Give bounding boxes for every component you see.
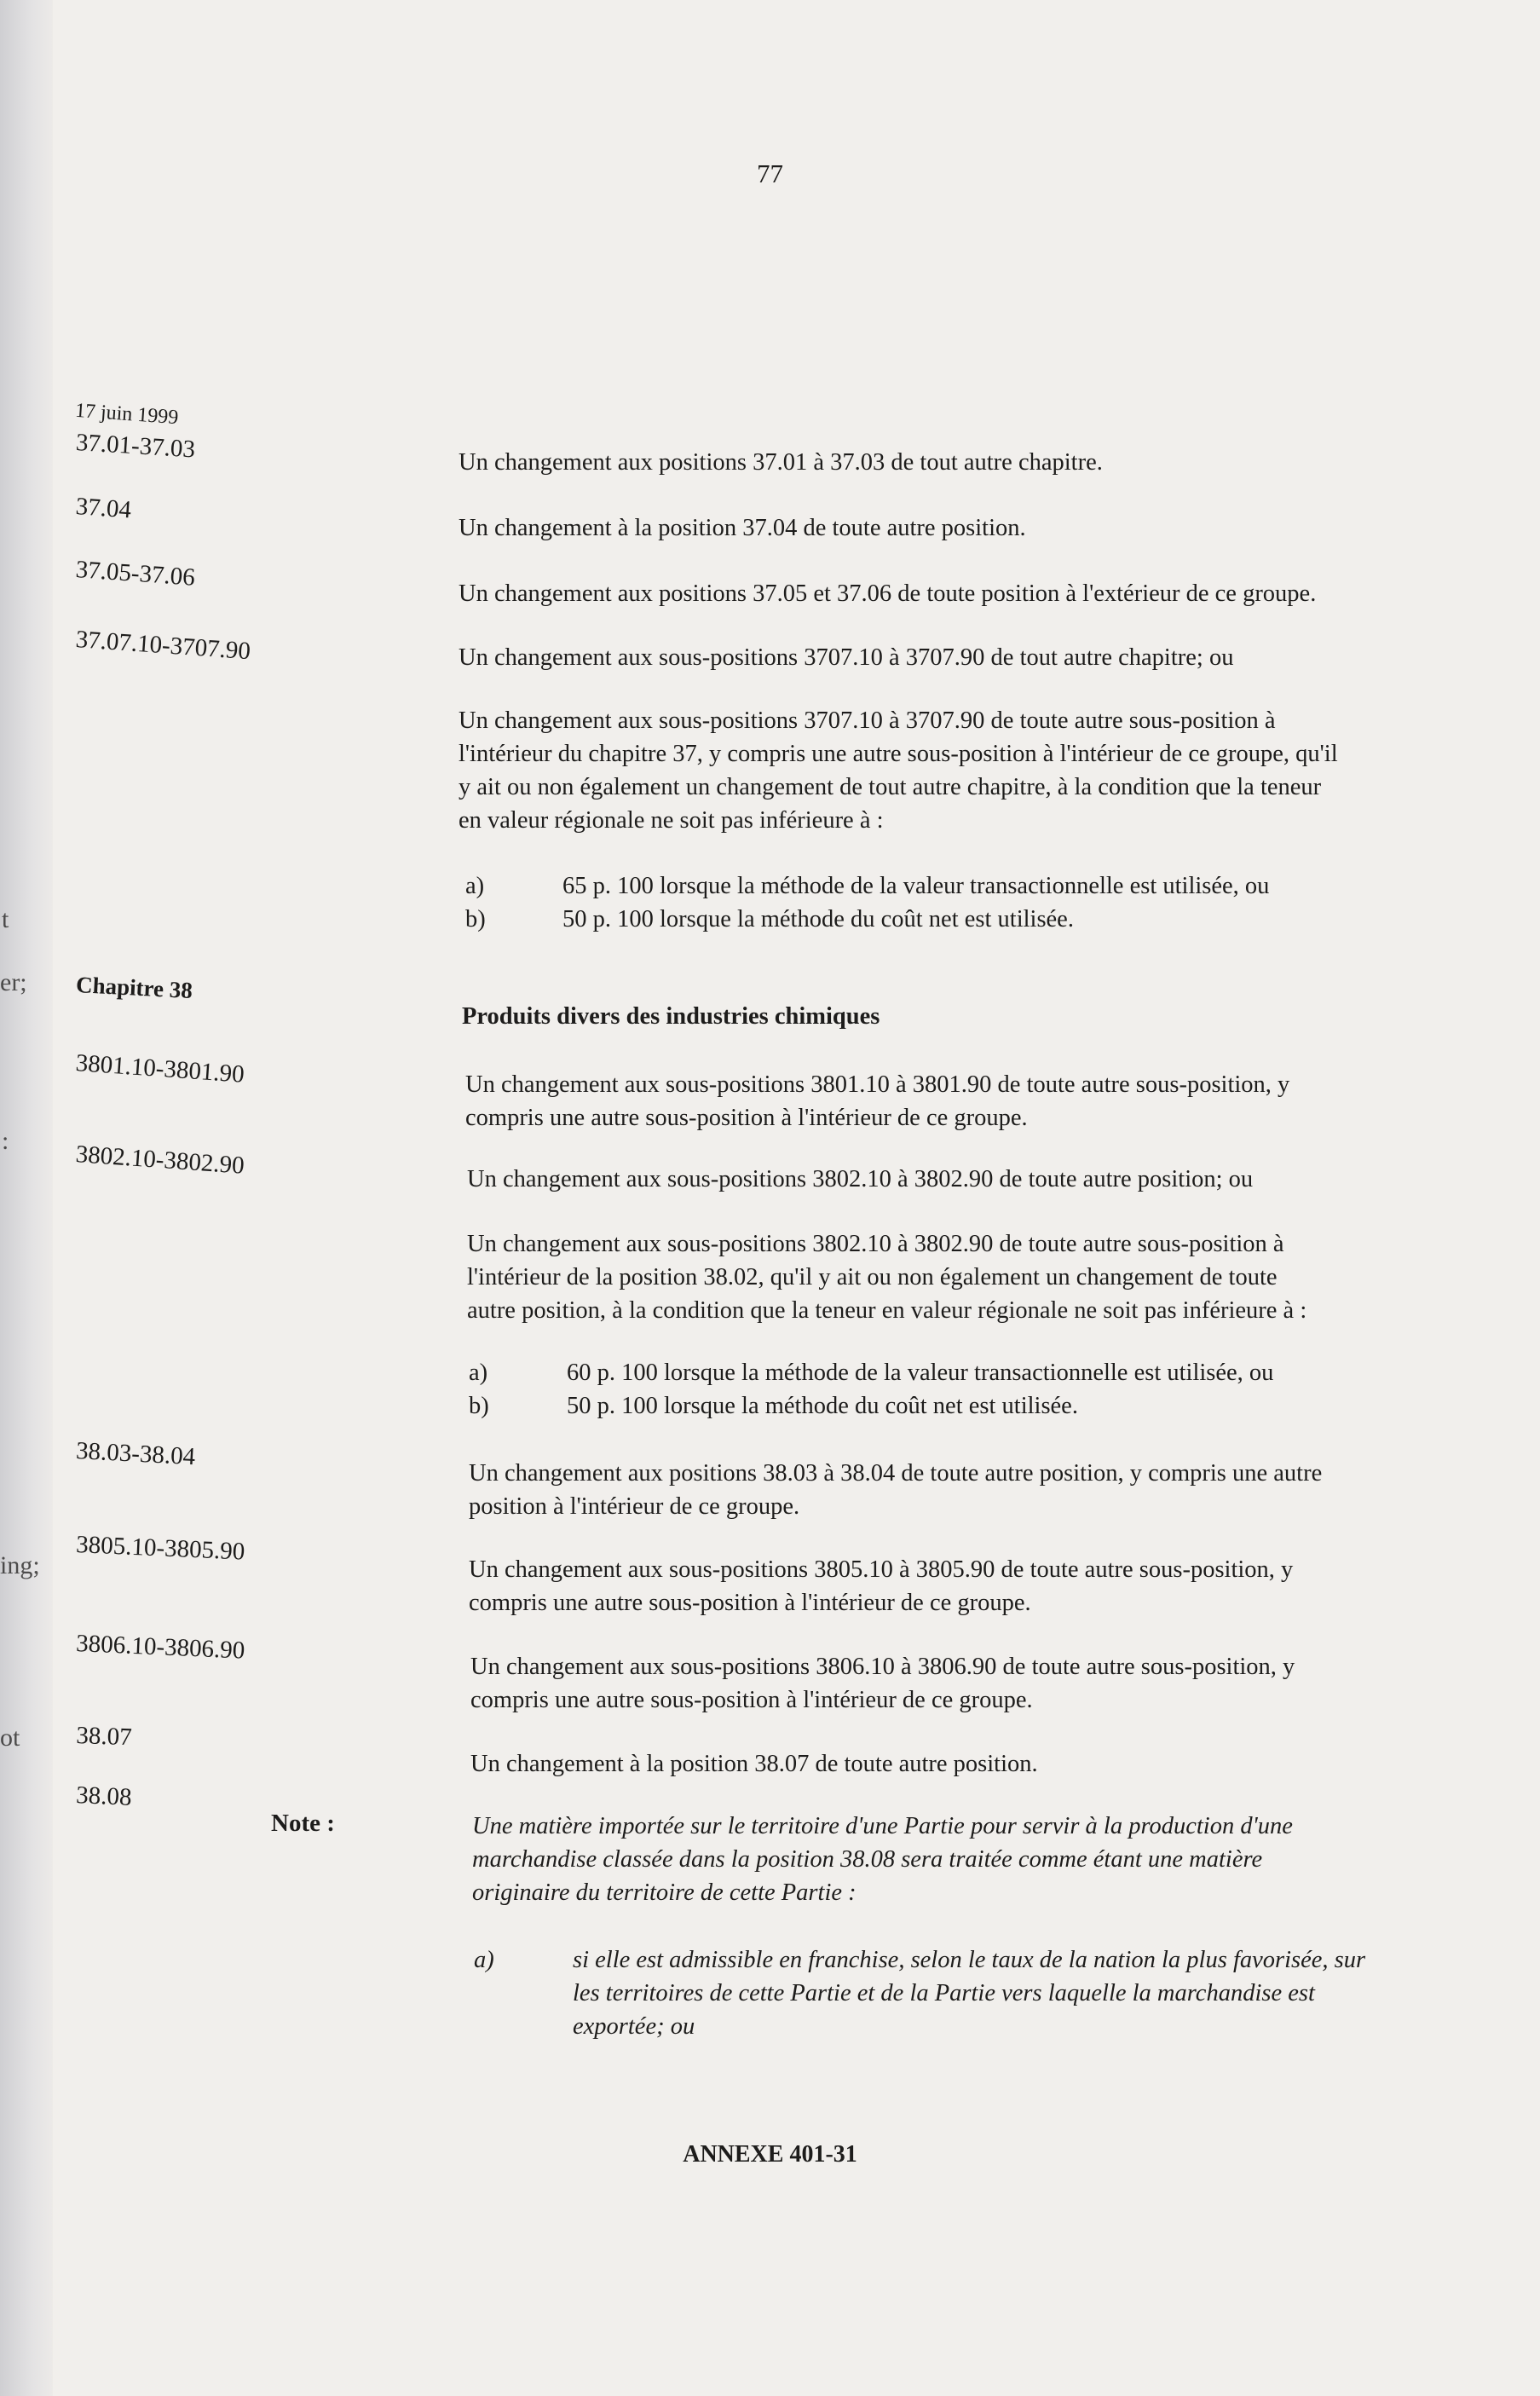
item-label: a) bbox=[469, 1360, 488, 1386]
rule-text: Un changement aux positions 37.05 et 37.06 de toute position à l'extérieur de ce groupe. bbox=[459, 580, 1317, 607]
tariff-code: 3805.10-3805.90 bbox=[75, 1531, 245, 1566]
tariff-code: 37.07.10-3707.90 bbox=[74, 626, 251, 666]
book-spine-shadow bbox=[0, 0, 53, 2396]
tariff-code: 38.07 bbox=[75, 1722, 133, 1752]
rule-text: compris une autre sous-position à l'intérieur de ce groupe. bbox=[465, 1105, 1028, 1131]
note-item-text: les territoires de cette Partie et de la Partie vers laquelle la marchandise est bbox=[573, 1980, 1315, 2006]
date-stamp: 17 juin 1999 bbox=[74, 399, 180, 430]
tariff-code: 37.05-37.06 bbox=[74, 556, 196, 592]
rule-text: Un changement aux positions 37.01 à 37.03 de tout autre chapitre. bbox=[459, 449, 1103, 476]
tariff-code: 38.08 bbox=[75, 1781, 133, 1811]
rule-text: Un changement à la position 37.04 de toute autre position. bbox=[459, 515, 1026, 541]
rule-text: compris une autre sous-position à l'intérieur de ce groupe. bbox=[469, 1590, 1031, 1616]
rule-text: Un changement aux sous-positions 3801.10 à 3801.90 de toute autre sous-position, y bbox=[465, 1071, 1290, 1098]
tariff-code: 38.03-38.04 bbox=[75, 1437, 196, 1471]
item-label: a) bbox=[465, 873, 485, 899]
note-text: originaire du territoire de cette Partie : bbox=[472, 1879, 857, 1906]
rule-text: position à l'intérieur de ce groupe. bbox=[469, 1493, 800, 1520]
paragraph-line: y ait ou non également un changement de tout autre chapitre, à la condition que la teneur bbox=[459, 774, 1322, 800]
item-label: b) bbox=[469, 1393, 489, 1419]
page-footer: ANNEXE 401-31 bbox=[683, 2141, 857, 2168]
page-number: 77 bbox=[757, 159, 783, 188]
paragraph-line: autre position, à la condition que la teneur en valeur régionale ne soit pas inférieure à : bbox=[467, 1297, 1307, 1324]
paragraph-line: l'intérieur du chapitre 37, y compris une autre sous-position à l'intérieur de ce groupe, qu'il bbox=[459, 741, 1338, 767]
paragraph-line: l'intérieur de la position 38.02, qu'il y ait ou non également un changement de toute bbox=[467, 1264, 1278, 1290]
rule-text: compris une autre sous-position à l'intérieur de ce groupe. bbox=[470, 1687, 1033, 1713]
item-text: 50 p. 100 lorsque la méthode du coût net est utilisée. bbox=[567, 1393, 1078, 1419]
note-label: Note : bbox=[271, 1810, 335, 1837]
paragraph-line: Un changement aux sous-positions 3707.10 à 3707.90 de toute autre sous-position à bbox=[459, 707, 1276, 734]
item-text: 50 p. 100 lorsque la méthode du coût net est utilisée. bbox=[562, 906, 1074, 932]
item-text: 65 p. 100 lorsque la méthode de la valeur transactionnelle est utilisée, ou bbox=[562, 873, 1270, 899]
tariff-code: 3806.10-3806.90 bbox=[75, 1630, 245, 1665]
rule-text: Un changement aux sous-positions 3707.10 à 3707.90 de tout autre chapitre; ou bbox=[459, 644, 1234, 671]
note-item-label: a) bbox=[474, 1947, 494, 1973]
margin-fragment: ing; bbox=[0, 1551, 40, 1579]
margin-fragment: ot bbox=[0, 1723, 20, 1752]
note-text: marchandise classée dans la position 38.08 sera traitée comme étant une matière bbox=[472, 1846, 1263, 1873]
item-label: b) bbox=[465, 906, 486, 932]
tariff-code: 3802.10-3802.90 bbox=[74, 1140, 245, 1180]
chapter-code: Chapitre 38 bbox=[75, 972, 193, 1004]
rule-text: Un changement aux sous-positions 3806.10 à 3806.90 de toute autre sous-position, y bbox=[470, 1654, 1295, 1680]
margin-fragment: t bbox=[2, 905, 9, 933]
note-item-text: exportée; ou bbox=[573, 2013, 695, 2040]
chapter-title: Produits divers des industries chimiques bbox=[462, 1003, 880, 1030]
paragraph-line: en valeur régionale ne soit pas inférieure à : bbox=[459, 807, 884, 834]
note-item-text: si elle est admissible en franchise, selon le taux de la nation la plus favorisée, sur bbox=[573, 1947, 1366, 1973]
rule-text: Un changement aux sous-positions 3802.10 à 3802.90 de toute autre position; ou bbox=[467, 1166, 1254, 1192]
margin-fragment: er; bbox=[0, 968, 27, 996]
tariff-code: 3801.10-3801.90 bbox=[74, 1049, 245, 1088]
item-text: 60 p. 100 lorsque la méthode de la valeur transactionnelle est utilisée, ou bbox=[567, 1360, 1274, 1386]
tariff-code: 37.04 bbox=[74, 493, 133, 524]
margin-fragment: : bbox=[2, 1127, 9, 1155]
paragraph-line: Un changement aux sous-positions 3802.10 à 3802.90 de toute autre sous-position à bbox=[467, 1231, 1284, 1257]
tariff-code: 37.01-37.03 bbox=[75, 429, 196, 464]
rule-text: Un changement aux sous-positions 3805.10 à 3805.90 de toute autre sous-position, y bbox=[469, 1556, 1294, 1583]
rule-text: Un changement aux positions 38.03 à 38.04 de toute autre position, y compris une autre bbox=[469, 1460, 1323, 1487]
rule-text: Un changement à la position 38.07 de toute autre position. bbox=[470, 1751, 1038, 1777]
note-text: Une matière importée sur le territoire d'une Partie pour servir à la production d'une bbox=[472, 1813, 1293, 1839]
